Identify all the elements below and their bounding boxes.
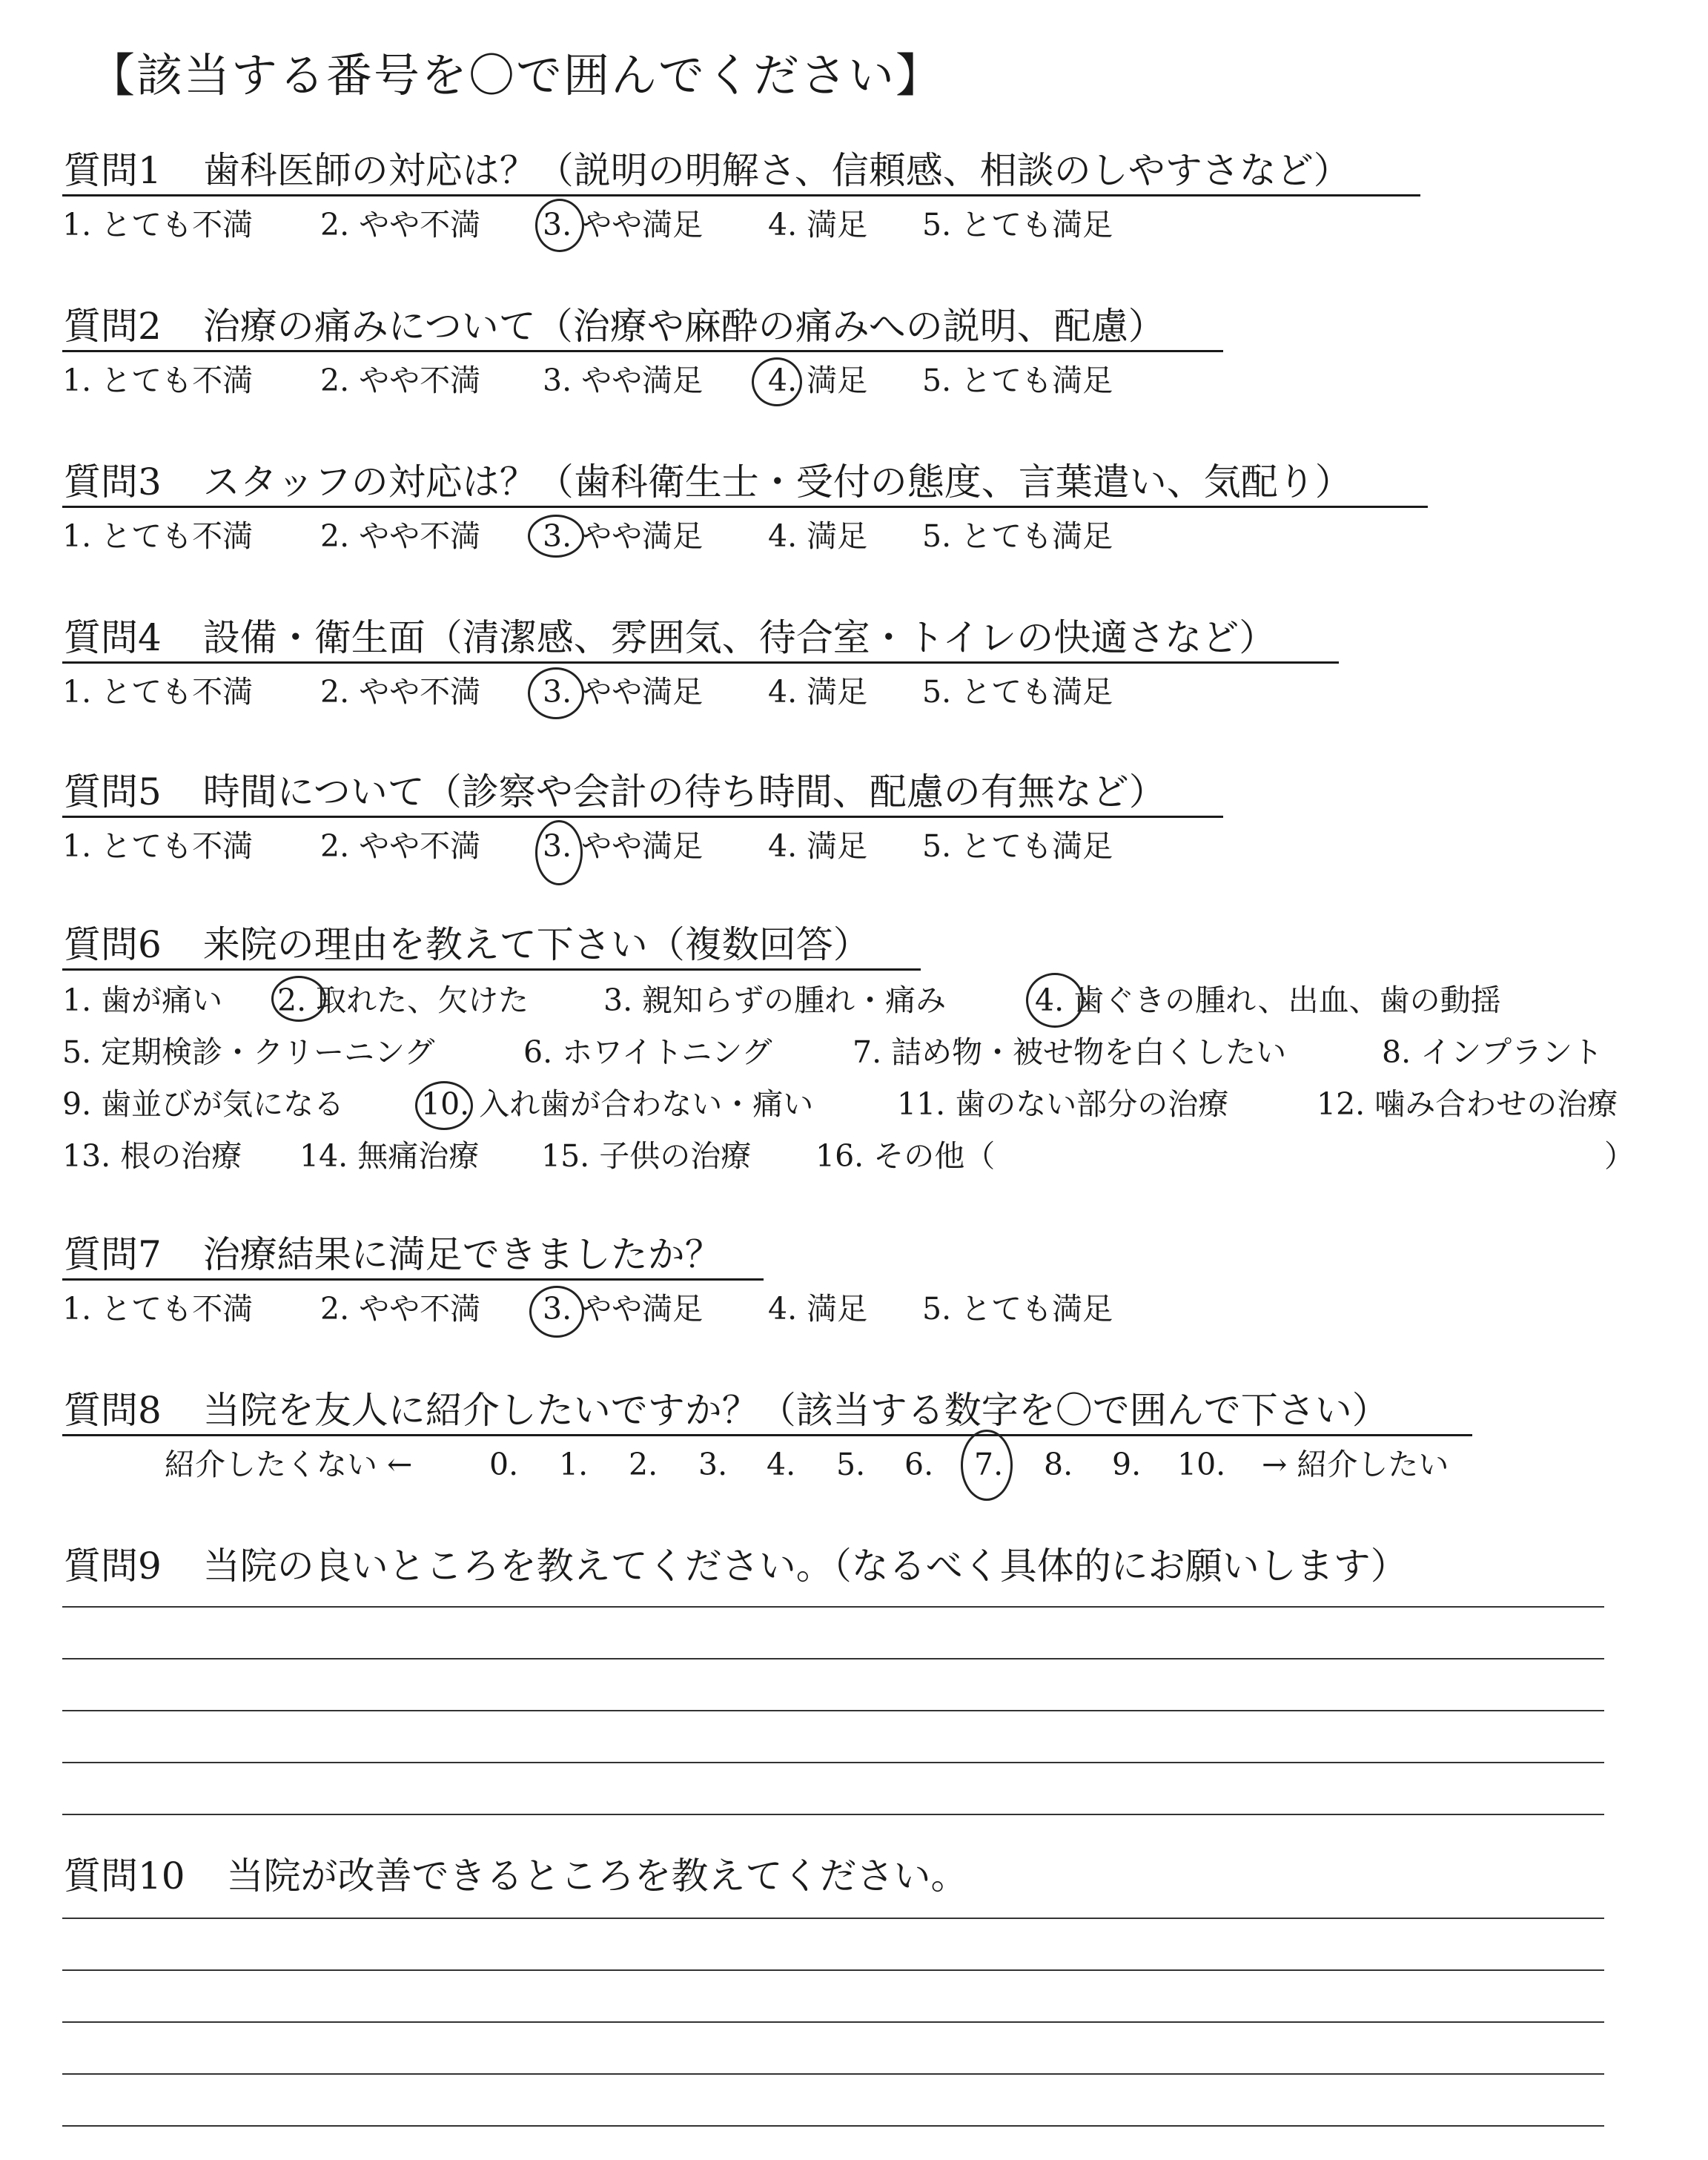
- answer-line[interactable]: [62, 1658, 1604, 1659]
- question-2-heading: [64, 304, 1165, 349]
- question-6-heading: [64, 922, 870, 967]
- question-label: 質問8: [64, 1389, 162, 1432]
- selection-circle: [535, 820, 583, 885]
- option-4[interactable]: 4. 満足: [768, 518, 868, 554]
- scale-number[interactable]: 0.: [489, 1447, 519, 1482]
- form-title: 【該当する番号を〇で囲んでください】: [89, 48, 944, 102]
- question-label: 質問1: [64, 149, 162, 192]
- question-underline: [62, 194, 1420, 196]
- reason-option[interactable]: 8. インプラント: [1382, 1034, 1603, 1070]
- option-3[interactable]: 3. やや満足: [543, 674, 704, 710]
- question-underline: [62, 661, 1339, 664]
- question-label: 質問7: [64, 1233, 162, 1276]
- question-text: スタッフの対応は？（歯科衛生士・受付の態度、言葉遣い、気配り）: [202, 460, 1352, 503]
- reason-option[interactable]: 5. 定期検診・クリーニング: [62, 1034, 435, 1070]
- selection-circle: [535, 199, 584, 252]
- selection-circle: [528, 515, 584, 558]
- scale-number[interactable]: 5.: [836, 1447, 866, 1482]
- question-1-options: [62, 206, 1545, 243]
- option-4[interactable]: 4. 満足: [768, 674, 868, 710]
- scale-number[interactable]: 1.: [559, 1447, 589, 1482]
- question-text: 治療の痛みについて（治療や麻酔の痛みへの説明、配慮）: [202, 305, 1165, 348]
- scale-right-label: → 紹介したい: [1262, 1447, 1449, 1482]
- option-4[interactable]: 4. 満足: [768, 828, 868, 864]
- question-text: 当院を友人に紹介したいですか？（該当する数字を〇で囲んで下さい）: [202, 1389, 1389, 1432]
- question-text: 来院の理由を教えて下さい（複数回答）: [202, 923, 870, 966]
- question-label: 質問9: [64, 1545, 162, 1588]
- question-label: 質問4: [64, 616, 162, 659]
- option-5[interactable]: 5. とても満足: [922, 674, 1113, 710]
- question-1-heading: [64, 148, 1351, 193]
- question-text: 歯科医師の対応は？（説明の明解さ、信頼感、相談のしやすさなど）: [202, 149, 1351, 192]
- scale-number[interactable]: 8.: [1044, 1447, 1073, 1482]
- reason-option[interactable]: 3. 親知らずの腫れ・痛み: [603, 982, 947, 1018]
- option-2[interactable]: 2. やや不満: [320, 518, 481, 554]
- option-3[interactable]: 3. やや満足: [543, 363, 704, 398]
- option-5[interactable]: 5. とても満足: [922, 363, 1113, 398]
- question-text: 設備・衛生面（清潔感、雰囲気、待合室・トイレの快適さなど）: [202, 616, 1277, 659]
- reason-option[interactable]: 14. 無痛治療: [299, 1138, 480, 1174]
- question-5-options: [62, 828, 1545, 865]
- question-6-options-row-2: [62, 1034, 1656, 1071]
- answer-line[interactable]: [62, 1606, 1604, 1608]
- question-text: 治療結果に満足できましたか？: [202, 1233, 722, 1276]
- option-1[interactable]: 1. とても不満: [62, 1291, 254, 1327]
- option-5[interactable]: 5. とても満足: [922, 828, 1113, 864]
- question-label: 質問2: [64, 305, 162, 348]
- question-label: 質問6: [64, 923, 162, 966]
- answer-line[interactable]: [62, 2125, 1604, 2127]
- scale-left-label: 紹介したくない ←: [165, 1447, 413, 1482]
- question-underline: [62, 968, 921, 971]
- option-5[interactable]: 5. とても満足: [922, 207, 1113, 242]
- selection-circle: [415, 1081, 473, 1130]
- selection-circle: [961, 1430, 1013, 1501]
- question-9-heading: [64, 1544, 1408, 1588]
- question-7-options: [62, 1290, 1545, 1327]
- question-text: 当院が改善できるところを教えてください。: [226, 1855, 968, 1898]
- question-underline: [62, 1434, 1472, 1436]
- selection-circle: [752, 357, 802, 406]
- scale-number[interactable]: 7.: [974, 1447, 1004, 1482]
- question-text: 当院の良いところを教えてください。（なるべく具体的にお願いします）: [202, 1545, 1408, 1588]
- question-8-scale: [165, 1446, 1573, 1483]
- option-4[interactable]: 4. 満足: [768, 207, 868, 242]
- question-2-options: [62, 362, 1545, 399]
- reason-option[interactable]: 12. 噛み合わせの治療: [1317, 1086, 1618, 1122]
- option-4[interactable]: 4. 満足: [768, 1291, 868, 1327]
- option-1[interactable]: 1. とても不満: [62, 674, 254, 710]
- option-2[interactable]: 2. やや不満: [320, 674, 481, 710]
- question-underline: [62, 506, 1428, 508]
- other-close-paren: ）: [1604, 1138, 1635, 1174]
- option-3[interactable]: 3. やや満足: [543, 828, 704, 864]
- question-underline: [62, 350, 1223, 352]
- scale-number[interactable]: 6.: [904, 1447, 934, 1482]
- answer-line[interactable]: [62, 1814, 1604, 1815]
- option-4[interactable]: 4. 満足: [768, 363, 868, 398]
- question-10-heading: [64, 1854, 968, 1898]
- scale-number[interactable]: 10.: [1177, 1447, 1226, 1482]
- scale-number[interactable]: 2.: [629, 1447, 658, 1482]
- option-3[interactable]: 3. やや満足: [543, 207, 704, 242]
- option-3[interactable]: 3. やや満足: [543, 1291, 704, 1327]
- option-2[interactable]: 2. やや不満: [320, 207, 481, 242]
- scale-number[interactable]: 9.: [1112, 1447, 1142, 1482]
- question-7-heading: [64, 1232, 722, 1277]
- reason-option-other[interactable]: 16. その他（: [815, 1138, 996, 1174]
- reason-option[interactable]: 7. 詰め物・被せ物を白くしたい: [853, 1034, 1287, 1070]
- answer-line[interactable]: [62, 1762, 1604, 1763]
- question-text: 時間について（診察や会計の待ち時間、配慮の有無など）: [202, 770, 1166, 813]
- option-1[interactable]: 1. とても不満: [62, 363, 254, 398]
- reason-option[interactable]: 1. 歯が痛い: [62, 982, 223, 1018]
- option-2[interactable]: 2. やや不満: [320, 1291, 481, 1327]
- option-1[interactable]: 1. とても不満: [62, 207, 254, 242]
- question-3-heading: [64, 460, 1352, 504]
- answer-line[interactable]: [62, 1969, 1604, 1971]
- reason-option[interactable]: 9. 歯並びが気になる: [62, 1086, 345, 1122]
- question-label: 質問5: [64, 770, 162, 813]
- question-label: 質問10: [64, 1855, 185, 1898]
- question-6-options-row-4: [62, 1137, 1656, 1175]
- question-6-options-row-3: [62, 1086, 1678, 1123]
- option-5[interactable]: 5. とても満足: [922, 1291, 1113, 1327]
- reason-option[interactable]: 2. 取れた、欠けた: [277, 982, 529, 1018]
- option-3[interactable]: 3. やや満足: [543, 518, 704, 554]
- selection-circle: [271, 976, 326, 1022]
- selection-circle: [1026, 973, 1084, 1028]
- reason-option[interactable]: 6. ホワイトニング: [523, 1034, 772, 1070]
- option-1[interactable]: 1. とても不満: [62, 828, 254, 864]
- question-underline: [62, 816, 1223, 818]
- option-1[interactable]: 1. とても不満: [62, 518, 254, 554]
- answer-line[interactable]: [62, 2021, 1604, 2023]
- question-8-heading: [64, 1388, 1389, 1433]
- scale-number[interactable]: 3.: [698, 1447, 728, 1482]
- answer-line[interactable]: [62, 1710, 1604, 1711]
- reason-option[interactable]: 13. 根の治療: [62, 1138, 242, 1174]
- question-label: 質問3: [64, 460, 162, 503]
- question-4-heading: [64, 615, 1276, 660]
- reason-option[interactable]: 4. 歯ぐきの腫れ、出血、歯の動揺: [1035, 982, 1501, 1018]
- answer-line[interactable]: [62, 2073, 1604, 2075]
- selection-circle: [528, 667, 584, 719]
- selection-circle: [529, 1286, 584, 1338]
- option-5[interactable]: 5. とても満足: [922, 518, 1113, 554]
- reason-option[interactable]: 10. 入れ歯が合わない・痛い: [421, 1086, 814, 1122]
- reason-option[interactable]: 15. 子供の治療: [541, 1138, 752, 1174]
- reason-option[interactable]: 11. 歯のない部分の治療: [897, 1086, 1229, 1122]
- question-5-heading: [64, 770, 1166, 814]
- question-3-options: [62, 518, 1545, 555]
- question-underline: [62, 1278, 764, 1281]
- option-2[interactable]: 2. やや不満: [320, 828, 481, 864]
- answer-line[interactable]: [62, 1918, 1604, 1919]
- scale-number[interactable]: 4.: [767, 1447, 796, 1482]
- option-2[interactable]: 2. やや不満: [320, 363, 481, 398]
- question-4-options: [62, 673, 1545, 710]
